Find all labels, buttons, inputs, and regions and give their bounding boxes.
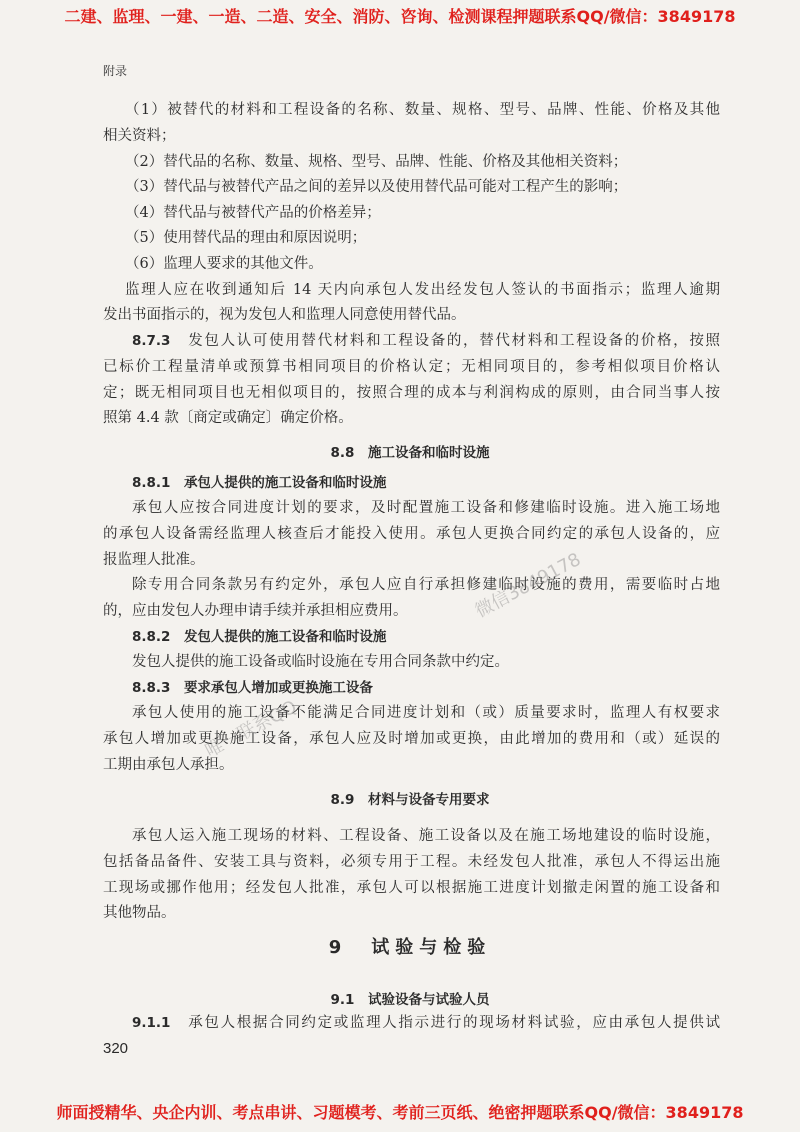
clause-number: 8.8.2: [132, 629, 171, 645]
clause-number: 9.1.1: [132, 1015, 171, 1031]
paragraph-line: （3）替代品与被替代产品之间的差异以及使用替代品可能对工程产生的影响；: [125, 179, 628, 195]
clause-number: 8.8.1: [132, 475, 171, 491]
paragraph-line: 工现场或挪作他用；经发包人批准，承包人可以根据施工进度计划撤走闲置的施工设备和: [103, 880, 720, 896]
watermark: 微信3849178: [471, 548, 585, 623]
paragraph-line: （5）使用替代品的理由和原因说明；: [125, 230, 367, 246]
bottom-promo-banner: 师面授精华、央企内训、考点串讲、习题模考、考前三页纸、绝密押题联系QQ/微信：3849178: [56, 1103, 744, 1122]
paragraph-line: 监理人应在收到通知后 14 天内向承包人发出经发包人签认的书面指示；监理人逾期: [125, 282, 720, 298]
paragraph-line: 承包人使用的施工设备不能满足合同进度计划和（或）质量要求时，监理人有权要求: [132, 705, 720, 721]
paragraph-line: （1）被替代的材料和工程设备的名称、数量、规格、型号、品牌、性能、价格及其他: [125, 102, 720, 118]
clause-title: 发包人提供的施工设备和临时设施: [183, 629, 387, 645]
clause-number: 8.7.3: [132, 333, 171, 349]
page-number: 320: [103, 1040, 129, 1057]
paragraph-line: 发包人提供的施工设备或临时设施在专用合同条款中约定。: [132, 654, 509, 670]
paragraph-line: 除专用合同条款另有约定外，承包人应自行承担修建临时设施的费用，需要临时占地: [132, 577, 720, 593]
paragraph-line: （2）替代品的名称、数量、规格、型号、品牌、性能、价格及其他相关资料；: [125, 154, 628, 170]
section-heading-9-1: 9.1 试验设备与试验人员: [330, 992, 490, 1008]
section-heading-8-8: 8.8 施工设备和临时设施: [330, 445, 490, 461]
paragraph-line: 定；既无相同项目也无相似项目的，按照合理的成本与利润构成的原则，由合同当事人按: [103, 385, 720, 401]
paragraph-line: 照第 4.4 款〔商定或确定〕确定价格。: [103, 410, 353, 426]
paragraph-line: 包括备品备件、安装工具与资料，必须专用于工程。未经发包人批准，承包人不得运出施: [103, 854, 720, 870]
top-promo-banner: 二建、监理、一建、一造、二造、安全、消防、咨询、检测课程押题联系QQ/微信：3849178: [64, 7, 736, 26]
clause-text: 发包人认可使用替代材料和工程设备的，替代材料和工程设备的价格，按照: [188, 333, 720, 349]
watermark: 唯一联系QQ: [201, 696, 301, 763]
clause-number: 8.8.3: [132, 680, 171, 696]
paragraph-line: 已标价工程量清单或预算书相同项目的价格认定；无相同项目的，参考相似项目价格认: [103, 359, 720, 375]
paragraph-line: 工期由承包人承担。: [103, 757, 234, 773]
paragraph-line: （4）替代品与被替代产品的价格差异；: [125, 205, 381, 221]
running-header: 附录: [103, 64, 128, 78]
paragraph-line: 发出书面指示的，视为发包人和监理人同意使用替代品。: [103, 307, 466, 323]
paragraph-line: 其他物品。: [103, 905, 176, 921]
paragraph-line: 相关资料；: [103, 128, 176, 144]
clause-title: 要求承包人增加或更换施工设备: [183, 680, 373, 696]
clause-text: 承包人根据合同约定或监理人指示进行的现场材料试验，应由承包人提供试: [188, 1015, 720, 1031]
paragraph-line: 承包人增加或更换施工设备，承包人应及时增加或更换，由此增加的费用和（或）延误的: [103, 731, 720, 747]
subsection-heading-8-8-3: [132, 678, 373, 698]
section-heading-8-9: 8.9 材料与设备专用要求: [330, 792, 490, 808]
paragraph-line: （6）监理人要求的其他文件。: [125, 256, 323, 272]
subsection-heading-8-8-2: [132, 627, 386, 647]
clause-9-1-1-line: [132, 1013, 720, 1033]
chapter-heading: 9 试验与检验: [328, 937, 492, 958]
clause-title: 承包人提供的施工设备和临时设施: [183, 475, 387, 491]
clause-8-7-3-line: [132, 331, 720, 351]
paragraph-line: 的，应由发包人办理申请手续并承担相应费用。: [103, 603, 408, 619]
subsection-heading-8-8-1: [132, 473, 386, 493]
paragraph-line: 报监理人批准。: [103, 552, 205, 568]
paragraph-line: 承包人应按合同进度计划的要求，及时配置施工设备和修建临时设施。进入施工场地: [132, 500, 720, 516]
paragraph-line: 的承包人设备需经监理人核查后才能投入使用。承包人更换合同约定的承包人设备的，应: [103, 526, 720, 542]
paragraph-line: 承包人运入施工现场的材料、工程设备、施工设备以及在施工场地建设的临时设施，: [132, 828, 720, 844]
